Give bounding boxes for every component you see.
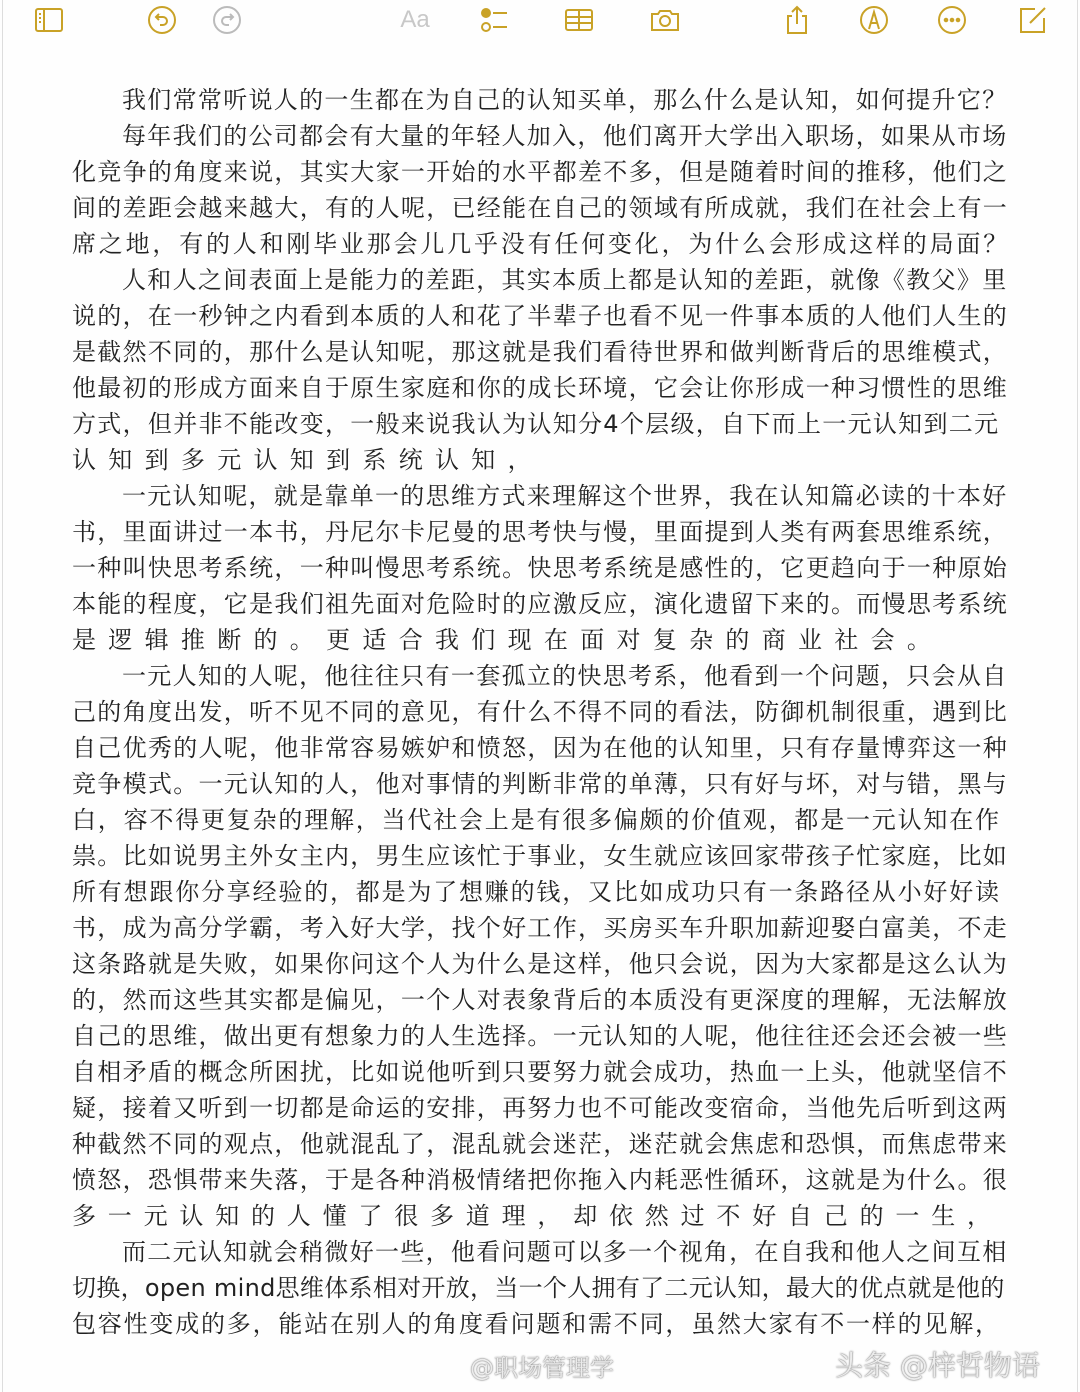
more-button[interactable] [935, 4, 969, 36]
note-line: 竞争模式。一元认知的人，他对事情的判断非常的单薄，只有好与坏，对与错，黑与 [72, 770, 1009, 798]
note-paragraph [72, 118, 1012, 262]
undo-icon [146, 4, 178, 36]
note-line: 这条路就是失败，如果你问这个人为什么是这样，他只会说，因为大家都是这么认为 [72, 950, 1009, 978]
note-line: 自己优秀的人呢，他非常容易嫉妒和愤怒，因为在他的认知里，只有存量博弈这一种 [72, 734, 1009, 762]
note-paragraph [72, 262, 1012, 478]
note-line: 每年我们的公司都会有大量的年轻人加入，他们离开大学出入职场，如果从市场 [122, 122, 1008, 150]
note-line: 种截然不同的观点，他就混乱了，混乱就会迷茫，迷茫就会焦虑和恐惧，而焦虑带来 [72, 1130, 1009, 1158]
compose-button[interactable] [1016, 4, 1050, 36]
note-line: 是逻辑推断的。更适合我们现在面对复杂的商业社会。 [72, 626, 944, 654]
note-line: 他最初的形成方面来自于原生家庭和你的成长环境，它会让你形成一种习惯性的思维 [72, 374, 1009, 402]
note-line: 人和人之间表面上是能力的差距，其实本质上都是认知的差距，就像《教父》里 [122, 266, 1008, 294]
camera-button[interactable] [648, 4, 682, 36]
sidebar-toggle-button[interactable] [32, 4, 66, 36]
note-line: 化竞争的角度来说，其实大家一开始的水平都差不多，但是随着时间的推移，他们之 [72, 158, 1009, 186]
note-paragraph [72, 82, 1012, 118]
note-paragraph [72, 478, 1012, 658]
note-body[interactable] [72, 82, 1012, 1342]
watermark-weibo: @职场管理学 [470, 1354, 614, 1382]
share-icon [781, 4, 813, 36]
note-line: 一种叫快思考系统，一种叫慢思考系统。快思考系统是感性的，它更趋向于一种原始 [72, 554, 1009, 582]
note-paragraph [72, 658, 1012, 1234]
markup-icon [858, 4, 890, 36]
note-line: 席之地，有的人和刚毕业那会儿几乎没有任何变化，为什么会形成这样的局面？ [72, 230, 1010, 258]
note-line: 包容性变成的多，能站在别人的角度看问题和需不同，虽然大家有不一样的见解， [72, 1310, 1001, 1338]
note-line: 书，成为高分学霸，考入好大学，找个好工作，买房买车升职加薪迎娶白富美，不走 [72, 914, 1009, 942]
redo-button[interactable] [210, 4, 244, 36]
checklist-icon [479, 4, 511, 36]
note-line: 所有想跟你分享经验的，都是为了想赚的钱，又比如成功只有一条路径从小好好读 [72, 878, 1001, 906]
note-line: 己的角度出发，听不见不同的意见，有什么不得不同的看法，防御机制很重，遇到比 [72, 698, 1009, 726]
note-line: 方式，但并非不能改变，一般来说我认为认知分4个层级，自下而上一元认知到二元 [72, 410, 1000, 438]
note-line: 本能的程度，它是我们祖先面对危险时的应激反应，演化遗留下来的。而慢思考系统 [72, 590, 1009, 618]
note-line: 说的，在一秒钟之内看到本质的人和花了半辈子也看不见一件事本质的人他们人生的 [72, 302, 1009, 330]
table-icon [563, 4, 595, 36]
camera-icon [649, 4, 681, 36]
format-icon: Aa [400, 6, 430, 33]
note-paragraph [72, 1234, 1012, 1342]
checklist-button[interactable] [478, 4, 512, 36]
watermark-toutiao: 头条 @梓哲物语 [835, 1349, 1040, 1382]
table-button[interactable] [562, 4, 596, 36]
compose-icon [1017, 4, 1049, 36]
note-line: 是截然不同的，那什么是认知呢，那这就是我们看待世界和做判断背后的思维模式， [72, 338, 1009, 366]
format-button[interactable] [395, 4, 435, 36]
note-line: 而二元认知就会稍微好一些，他看问题可以多一个视角，在自我和他人之间互相 [122, 1238, 1008, 1266]
more-icon [936, 4, 968, 36]
note-line: 我们常常听说人的一生都在为自己的认知买单，那么什么是认知，如何提升它？ [122, 86, 1008, 114]
note-line: 自己的思维，做出更有想象力的人生选择。一元认知的人呢，他往往还会还会被一些 [72, 1022, 1009, 1050]
sidebar-icon [33, 4, 65, 36]
share-button[interactable] [780, 4, 814, 36]
note-line: 一元人知的人呢，他往往只有一套孤立的快思考系，他看到一个问题，只会从自 [122, 662, 1008, 690]
note-line: 的，然而这些其实都是偏见，一个人对表象背后的本质没有更深度的理解，无法解放 [72, 986, 1009, 1014]
note-line: 切换，open mind思维体系相对开放，当一个人拥有了二元认知，最大的优点就是他的 [72, 1274, 1005, 1302]
note-line: 认知到多元认知到系统认知， [72, 446, 544, 474]
markup-button[interactable] [857, 4, 891, 36]
note-line: 白，容不得更复杂的理解，当代社会上是有很多偏颇的价值观，都是一元认知在作 [72, 806, 1001, 834]
note-line: 自相矛盾的概念所困扰，比如说他听到只要努力就会成功，热血一上头，他就坚信不 [72, 1058, 1009, 1086]
notes-toolbar [0, 0, 1080, 40]
note-line: 间的差距会越来越大，有的人呢，已经能在自己的领域有所成就，我们在社会上有一 [72, 194, 1009, 222]
note-line: 祟。比如说男主外女主内，男生应该忙于事业，女生就应该回家带孩子忙家庭，比如 [72, 842, 1009, 870]
redo-icon [211, 4, 243, 36]
note-line: 多一元认知的人懂了很多道理，却依然过不好自己的一生， [72, 1202, 1003, 1230]
note-line: 书，里面讲过一本书，丹尼尔卡尼曼的思考快与慢，里面提到人类有两套思维系统， [72, 518, 1009, 546]
note-line: 一元认知呢，就是靠单一的思维方式来理解这个世界，我在认知篇必读的十本好 [122, 482, 1008, 510]
undo-button[interactable] [145, 4, 179, 36]
note-line: 愤怒，恐惧带来失落，于是各种消极情绪把你拖入内耗恶性循环，这就是为什么。很 [72, 1166, 1009, 1194]
note-line: 疑，接着又听到一切都是命运的安排，再努力也不可能改变宿命，当他先后听到这两 [72, 1094, 1009, 1122]
